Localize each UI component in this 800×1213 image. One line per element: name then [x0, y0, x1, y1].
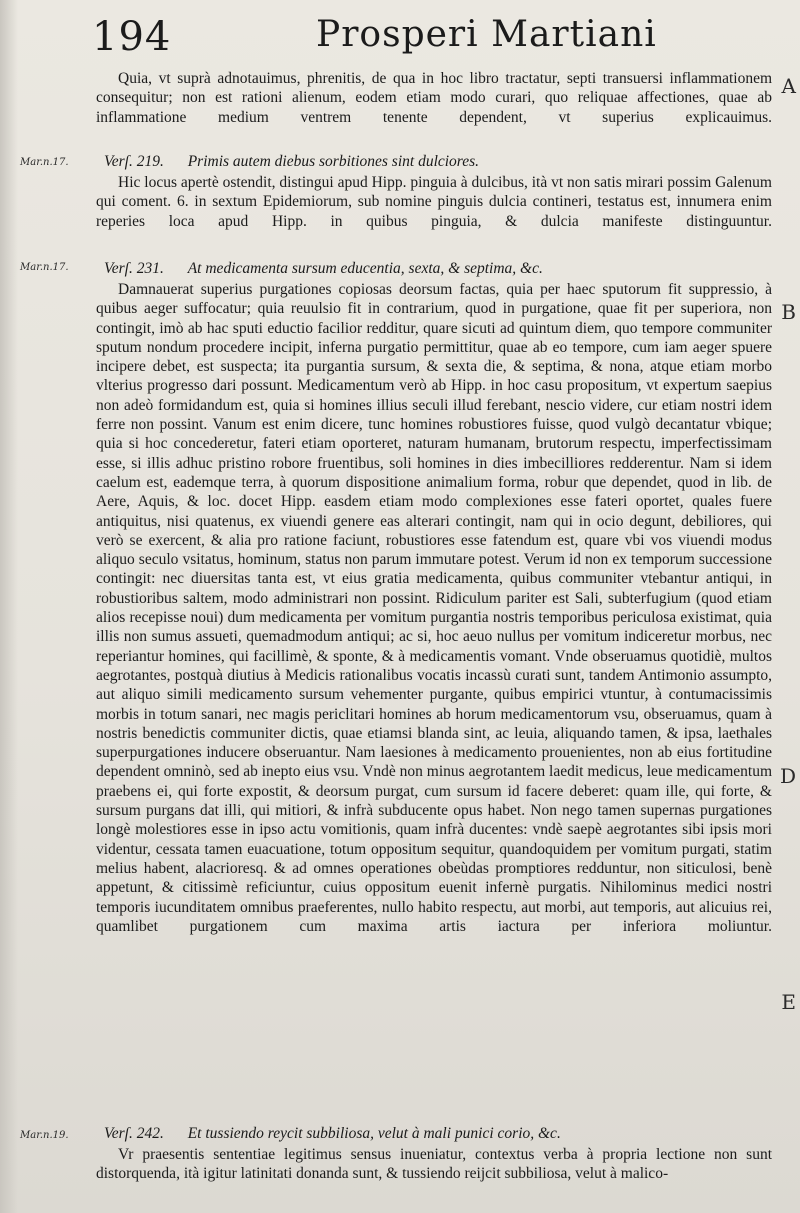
verse-heading — [104, 152, 774, 171]
margin-note: Mar.n.17. — [20, 157, 69, 168]
margin-note: Mar.n.19. — [20, 1130, 69, 1141]
verse-heading — [104, 1124, 774, 1143]
margin-note: Mar.n.17. — [20, 262, 69, 273]
margin-letter: E — [781, 990, 796, 1014]
running-head: Prosperi Martiani — [316, 14, 657, 55]
verse-reference: Verſ. 219. — [104, 153, 164, 170]
margin-letter: B — [781, 300, 796, 324]
verse-lemma: Et tussiendo reycit subbiliosa, velut à mali punici corio, &c. — [187, 1125, 561, 1142]
verse-reference: Verſ. 231. — [104, 260, 164, 277]
verse-lemma: Primis autem diebus sorbitiones sint dulciores. — [187, 153, 480, 170]
verse-heading — [104, 259, 774, 278]
paragraph-commentary: Damnauerat superius purgationes copiosas deorsum factas, quia per haec sputorum fit suppressio, à quibus aeger suffocatur; quia reuulsio fit in contrarium, quod in purgatione, quae fit per superiora, non contingit, imò ab hac sputi eductio facilior redditur, quare sicuti ad quintum diem, quo tempore communiter sputum nondum procedere incipit, inferna purgatio permittitur, quae ab eo tempore, cum iam aeger spuere incipere debet, est suspecta; ita purgantia sursum, & sexta die, & septima, & nona, atque etiam morbo vlterius progresso dari possunt. Medicamentum verò ab Hipp. in hoc casu propositum, vt expertum saepius non adeò formidandum est, quia si homines illius seculi illud ferebant, nescio videre, cur etiam nostri idem ferre non possint. Vanum est enim dicere, tunc homines robustiores fuisse, quod vulgò decantatur vbique; quia si hoc concederetur, fateri etiam oporteret, naturam humanam, brutorum respectu, imperfectissimam esse, si illis adhuc pristino robore fruentibus, soli homines in dies imbecilliores redderentur. Nam si idem caelum est, eademque terra, à quorum dispositione animalium forma, robur que dependet, quod in lib. de Aere, Aquis, & loc. docet Hipp. easdem etiam modo complexiones esse fateri oportet, quales fuere antiquitus, nisi quatenus, ex viuendi genere eas alterari contingit, nam qui in ocio degunt, debiliores, qui verò se exercent, & alia pro ratione faciunt, robustiores esse fatendum est, quare vbi vos viuendi modus aliquo seculo vsitatus, hominum, status non parum immutare potest. Verum id non ex temporum successione contingit: nec diuersitas tanta est, vt eius gratia medicamenta, quibus communiter vtebantur antiqui, in robustioribus saltem, modo administrari non possint. Ridiculum pariter est Sali, subterfugium (quod etiam alios recepisse noui) dum medicamenta per vomitum purgantia nostris temporibus periculosa existimat, quia illis non sumus assueti, quemadmodum antiqui; ac si, hoc aeuo nullus per vomitum indiceretur morbus, nec reperiantur homines, qui facillimè, & sponte, & à medicamentis vomant. Vnde obseruamus quotidiè, multos aegrotantes, postquà diutius à Medicis rationalibus vocatis incassù curati sunt, tandem Antimonio assumpto, aut aliquo simili medicamento sursum vehementer purgante, quibus empirici vtuntur, à contumacissimis morbis in totum sanari, nec magis periclitari homines ab horum medicamentorum vsu, obseruamus, quam à nostris benedictis communiter dictis, quae etiamsi blanda sint, ac leuia, aliquando tamen, & ipsa, laethales superpurgationes inducere obseruantur. Nam laesiones à medicamento prouenientes, non ab eius fortitudine dependent omninò, sed ab inepto eius vsu. Vndè non minus aegrotantem laedit medicus, leue medicamentum praebens ei, qui forte expostit, & deorsum purgat, cum sursum id facere deberet: quam ille, qui forte, & sursum purgans dat illi, qui mitiori, & infrà subducente opus habet. Non nego tamen supernas purgationes longè molestiores esse in ipso actu vomitionis, quam infrà ducentes: vndè saepè aegrotantes sibi ipsis mori videntur, cessata tamen euacuatione, totum oppositum sequitur, quandoquidem per vomitum purgati, statim melius habent, alacrioresq. & ad omnes operationes obeùdas promptiores redduntur, non siticulosi, benè appetunt, & citissimè reficiuntur, cuius oppositum euenit infernè purgatis. Nihilominus medici nostri temporis iucunditatem omnibus praeferentes, nullo habito respectu, aut morbi, aut temporis, aut alicuius rei, quamlibet purgationem cum maxima artis iactura per inferiora moliuntur. — [96, 281, 772, 935]
verse-reference: Verſ. 242. — [104, 1125, 164, 1142]
page-number: 194 — [92, 14, 172, 60]
margin-letter: A — [781, 74, 796, 98]
verse-lemma: At medicamenta sursum educentia, sexta, & septima, &c. — [187, 260, 543, 277]
paragraph-intro: Quia, vt suprà adnotauimus, phrenitis, de qua in hoc libro tractatur, septi transuersi inflammationem consequitur; non est rationi alienum, eodem etiam modo curari, quo reliquae affectiones, quae ab inflammatione medium ventrem tenente dependent, vt superius explicauimus. — [96, 70, 772, 126]
paragraph-commentary: Hic locus apertè ostendit, distingui apud Hipp. pinguia à dulcibus, ità vt non satis mirari possim Galenum qui coment. 6. in sextum Epidemiorum, sub nomine pinguis dulcia contineri, testatus est, innumera enim reperies loca apud Hipp. in quibus pinguia, & dulcia manifeste distinguuntur. — [96, 174, 772, 230]
margin-letter: D — [779, 764, 796, 788]
paragraph-commentary: Vr praesentis sententiae legitimus sensus inueniatur, contextus verba à propria lectione non sunt distorquenda, ità igitur latinitati donanda sunt, & tussiendo reijcit subbiliosa, velut à malico- — [96, 1146, 772, 1183]
